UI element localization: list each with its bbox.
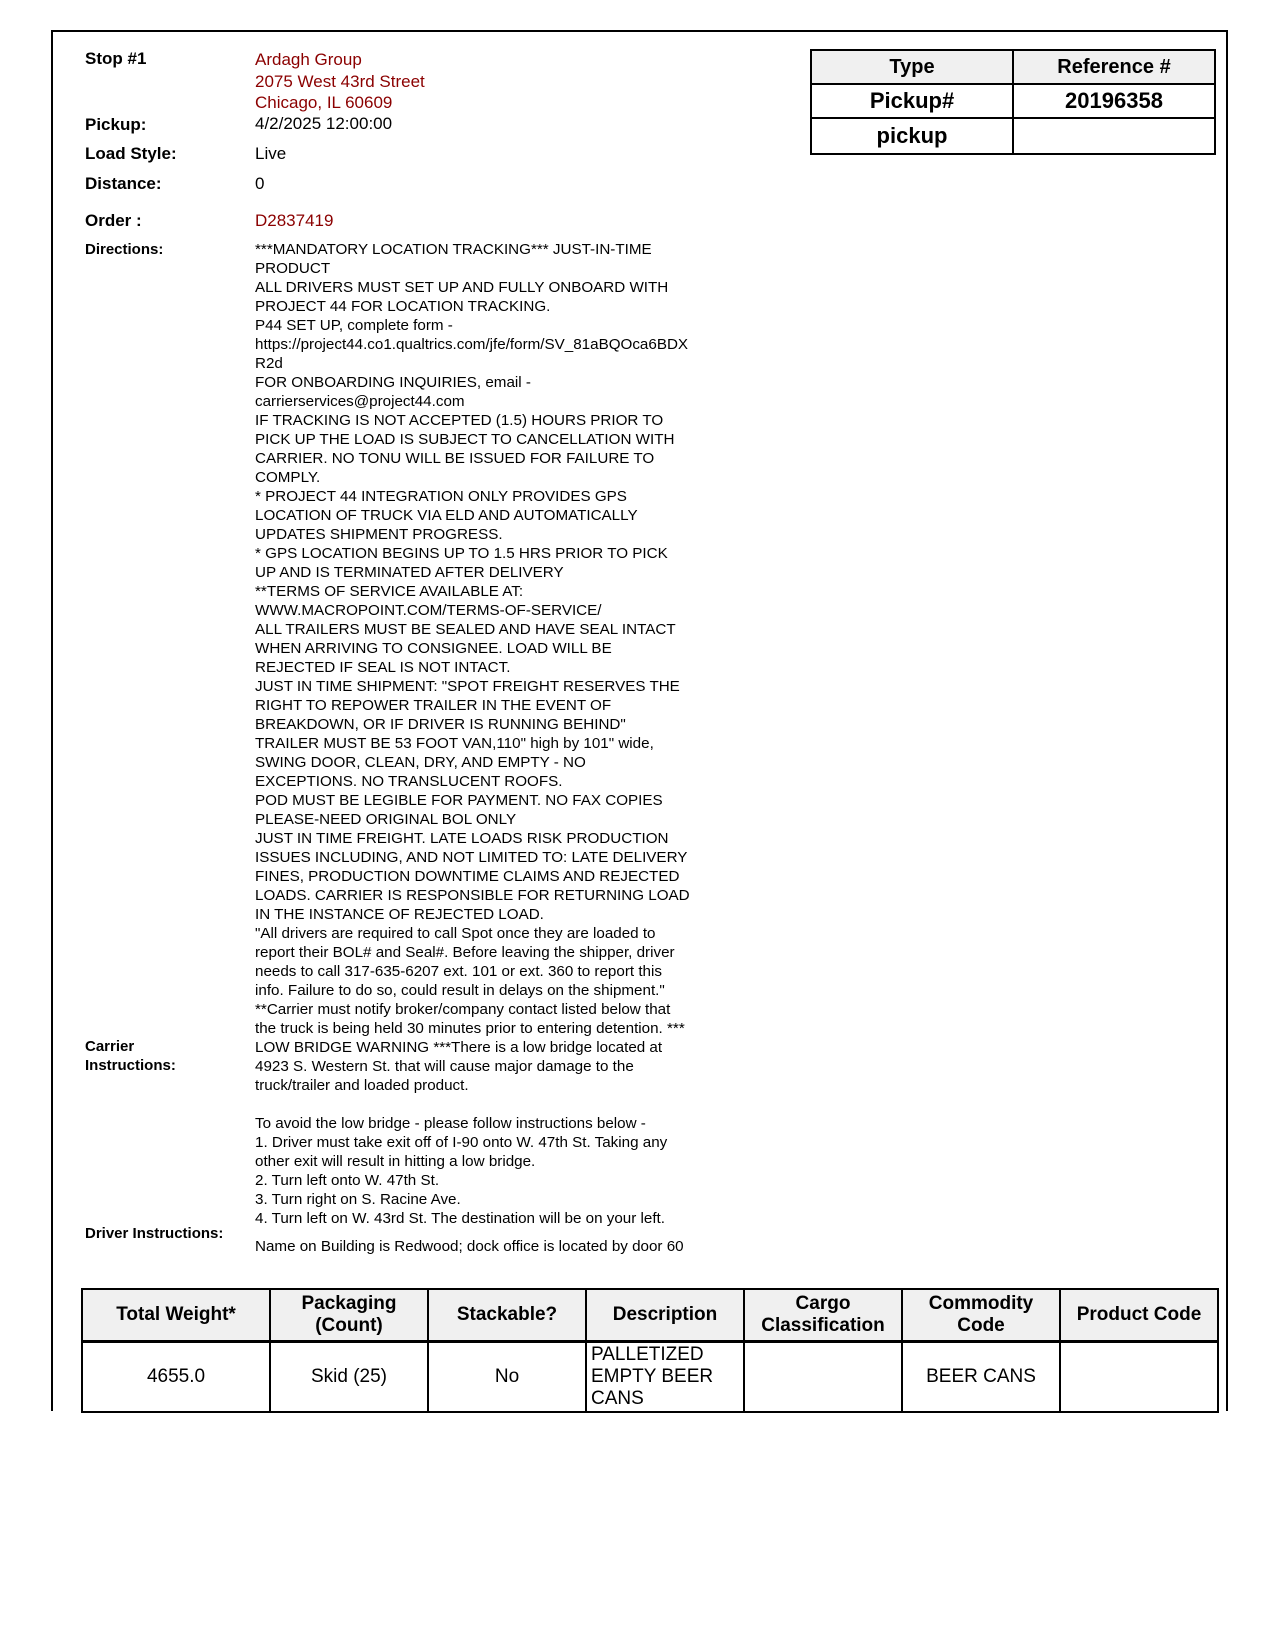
header-total-weight: Total Weight* bbox=[82, 1289, 270, 1342]
reference-number-cell: 20196358 bbox=[1013, 84, 1215, 118]
table-row bbox=[811, 118, 1215, 154]
header-cargo-classification: Cargo Classification bbox=[744, 1289, 902, 1342]
stop-address-line1: 2075 West 43rd Street bbox=[255, 71, 425, 91]
directions-text: ***MANDATORY LOCATION TRACKING*** JUST-IN-TIME PRODUCT ALL DRIVERS MUST SET UP AND FULLY ONBOARD WITH PROJECT 44 FOR LOCATION TRACKING. P44 SET UP, complete form - https://project44.co1.qualtrics.com/jfe/form/SV_81aBQOca6BDX R2d FOR ONBOARDING INQUIRIES, email - carrierservices@project44.com IF TRACKING IS NOT ACCEPTED (1.5) HOURS PRIOR TO PICK UP THE LOAD IS SUBJECT TO CANCELLATION WITH CARRIER. NO TONU WILL BE ISSUED FOR FAILURE TO COMPLY. * PROJECT 44 INTEGRATION ONLY PROVIDES GPS LOCATION OF TRUCK VIA ELD AND AUTOMATICALLY UPDATES SHIPMENT PROGRESS. * GPS LOCATION BEGINS UP TO 1.5 HRS PRIOR TO PICK UP AND IS TERMINATED AFTER DELIVERY **TERMS OF SERVICE AVAILABLE AT: WWW.MACROPOINT.COM/TERMS-OF-SERVICE/ ALL TRAILERS MUST BE SEALED AND HAVE SEAL INTACT WHEN ARRIVING TO CONSIGNEE. LOAD WILL BE REJECTED IF SEAL IS NOT INTACT. JUST IN TIME SHIPMENT: "SPOT FREIGHT RESERVES THE RIGHT TO REPOWER TRAILER IN THE EVENT OF BREAKDOWN, OR IF DRIVER IS RUNNING BEHIND" TRAILER MUST BE 53 FOOT VAN,110" high by 101" wide, SWING DOOR, CLEAN, DRY, AND EMPTY - NO EXCEPTIONS. NO TRANSLUCENT ROOFS. POD MUST BE LEGIBLE FOR PAYMENT. NO FAX COPIES PLEASE-NEED ORIGINAL BOL ONLY JUST IN TIME FREIGHT. LATE LOADS RISK PRODUCTION ISSUES INCLUDING, AND NOT LIMITED TO: LATE DELIVERY FINES, PRODUCTION DOWNTIME CLAIMS AND REJECTED LOADS. CARRIER IS RESPONSIBLE FOR RETURNING LOAD IN THE INSTANCE OF REJECTED LOAD. "All drivers are required to call Spot once they are loaded to report their BOL# and Seal#. Before leaving the shipper, driver needs to call 317-635-6207 ext. 101 or ext. 360 to report this info. Failure to do so, could result in delays on the shipment." **Carrier must notify broker/company contact listed below that the truck is being held 30 minutes prior to entering detention. *** LOW BRIDGE WARNING ***There is a low bridge located at 4923 S. Western St. that will cause major damage to the truck/trailer and loaded product. To avoid the low bridge - please follow instructions below - 1. Driver must take exit off of I-90 onto W. 47th St. Taking any other exit will result in hitting a low bridge. 2. Turn left onto W. 47th St. 3. Turn right on S. Racine Ave. 4. Turn left on W. 43rd St. The destination will be on your left. bbox=[255, 241, 690, 1227]
distance-value: 0 bbox=[255, 174, 265, 193]
freight-table bbox=[81, 1288, 1219, 1413]
header-packaging: Packaging (Count) bbox=[270, 1289, 428, 1342]
cell-product-code bbox=[1060, 1342, 1218, 1413]
reference-type-cell: Pickup# bbox=[811, 84, 1013, 118]
cell-cargo-classification bbox=[744, 1342, 902, 1413]
header-description: Description bbox=[586, 1289, 744, 1342]
pickup-label: Pickup: bbox=[85, 115, 147, 134]
table-row bbox=[811, 84, 1215, 118]
reference-header-type: Type bbox=[811, 50, 1013, 84]
cell-stackable: No bbox=[428, 1342, 586, 1413]
driver-instructions-text: Name on Building is Redwood; dock office is located by door 60 bbox=[255, 1238, 684, 1255]
reference-header-row bbox=[811, 50, 1215, 84]
stop-address bbox=[255, 49, 425, 114]
load-style-label: Load Style: bbox=[85, 144, 177, 163]
reference-number-cell bbox=[1013, 118, 1215, 154]
cell-packaging: Skid (25) bbox=[270, 1342, 428, 1413]
header-stackable: Stackable? bbox=[428, 1289, 586, 1342]
pickup-value: 4/2/2025 12:00:00 bbox=[255, 114, 393, 133]
table-row bbox=[82, 1342, 1218, 1413]
cell-description: PALLETIZED EMPTY BEER CANS bbox=[586, 1342, 744, 1413]
driver-instructions-label: Driver Instructions: bbox=[85, 1225, 224, 1242]
cell-commodity-code: BEER CANS bbox=[902, 1342, 1060, 1413]
stop-name: Ardagh Group bbox=[255, 50, 362, 69]
stop-label: Stop #1 bbox=[85, 49, 147, 68]
header-product-code: Product Code bbox=[1060, 1289, 1218, 1342]
stop-address-line2: Chicago, IL 60609 bbox=[255, 93, 393, 112]
carrier-instructions-label: Carrier Instructions: bbox=[85, 1038, 176, 1074]
load-style-value: Live bbox=[255, 144, 287, 163]
directions-label: Directions: bbox=[85, 241, 164, 258]
reference-header-number: Reference # bbox=[1013, 50, 1215, 84]
distance-label: Distance: bbox=[85, 174, 162, 193]
header-commodity-code: Commodity Code bbox=[902, 1289, 1060, 1342]
freight-header-row bbox=[82, 1289, 1218, 1342]
order-value: D2837419 bbox=[255, 211, 334, 230]
reference-table bbox=[810, 49, 1216, 155]
cell-total-weight: 4655.0 bbox=[82, 1342, 270, 1413]
reference-type-cell: pickup bbox=[811, 118, 1013, 154]
order-label: Order : bbox=[85, 211, 142, 230]
